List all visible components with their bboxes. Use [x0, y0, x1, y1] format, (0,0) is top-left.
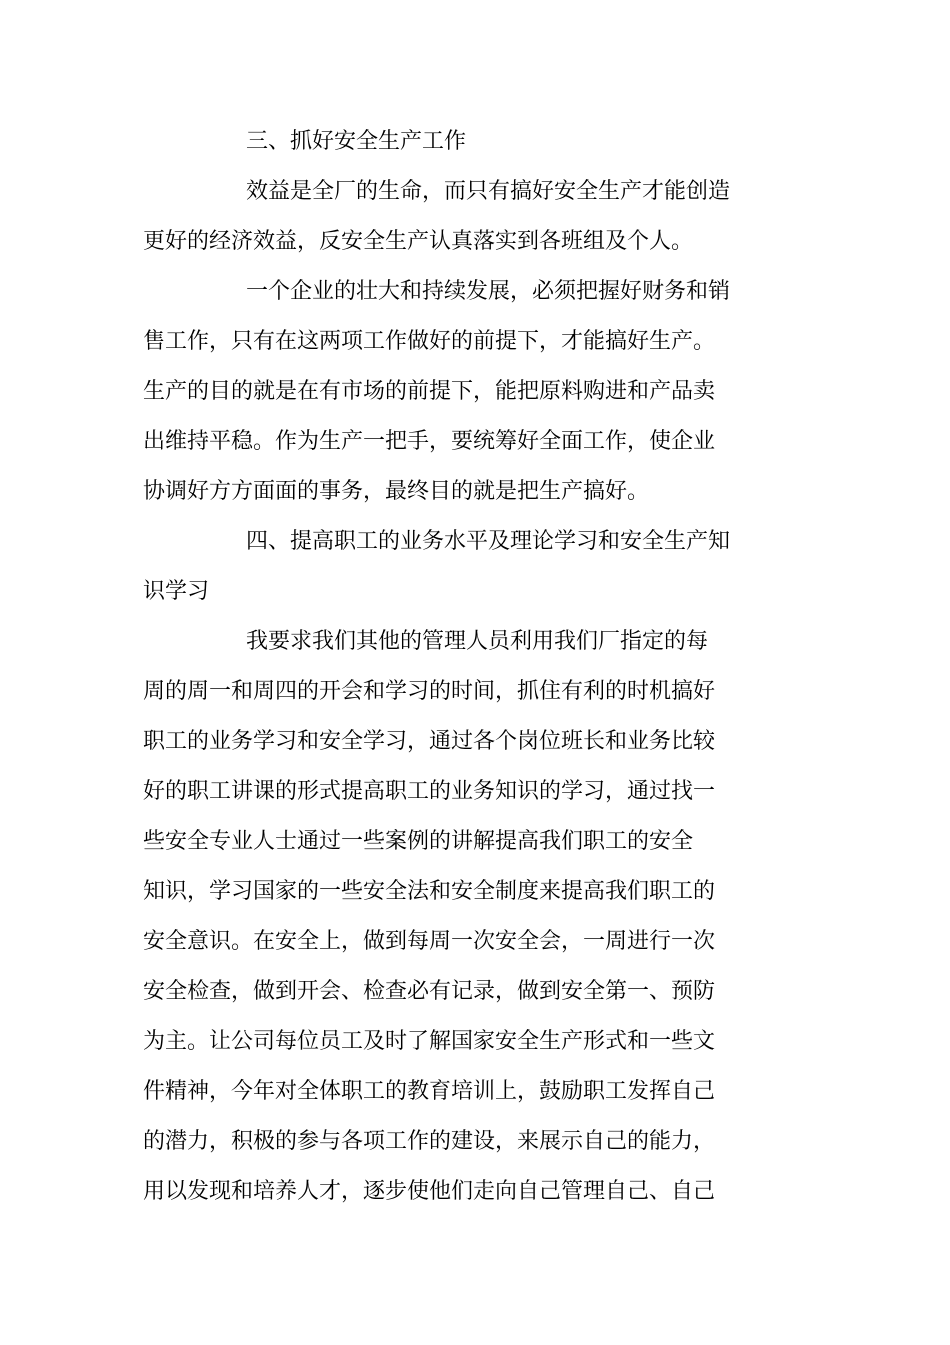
paragraph-line: 安全检查，做到开会、检查必有记录，做到安全第一、预防 [143, 979, 716, 1004]
paragraph-line: 一个企业的壮大和持续发展，必须把握好财务和销 [246, 279, 731, 304]
paragraph-line: 周的周一和周四的开会和学习的时间，抓住有利的时机搞好 [143, 679, 716, 704]
paragraph-line: 件精神，今年对全体职工的教育培训上，鼓励职工发挥自己 [143, 1079, 716, 1104]
paragraph-line: 安全意识。在安全上，做到每周一次安全会，一周进行一次 [143, 929, 716, 954]
paragraph-line: 为主。让公司每位员工及时了解国家安全生产形式和一些文 [143, 1029, 716, 1054]
section-heading-4-continued: 识学习 [143, 579, 210, 604]
paragraph-line: 更好的经济效益，反安全生产认真落实到各班组及个人。 [143, 229, 694, 254]
section-heading-3: 三、抓好安全生产工作 [246, 129, 467, 154]
section-heading-4: 四、提高职工的业务水平及理论学习和安全生产知 [246, 529, 731, 554]
paragraph-line: 售工作，只有在这两项工作做好的前提下，才能搞好生产。 [143, 329, 716, 354]
paragraph-line: 好的职工讲课的形式提高职工的业务知识的学习，通过找一 [143, 779, 716, 804]
paragraph-line: 的潜力，积极的参与各项工作的建设，来展示自己的能力， [143, 1129, 716, 1154]
paragraph-line: 我要求我们其他的管理人员利用我们厂指定的每 [246, 629, 709, 654]
paragraph-line: 用以发现和培养人才，逐步使他们走向自己管理自己、自己 [143, 1179, 716, 1204]
paragraph-line: 知识，学习国家的一些安全法和安全制度来提高我们职工的 [143, 879, 716, 904]
paragraph-line: 协调好方方面面的事务，最终目的就是把生产搞好。 [143, 479, 650, 504]
paragraph-line: 职工的业务学习和安全学习，通过各个岗位班长和业务比较 [143, 729, 716, 754]
paragraph-line: 生产的目的就是在有市场的前提下，能把原料购进和产品卖 [143, 379, 716, 404]
paragraph-line: 些安全专业人士通过一些案例的讲解提高我们职工的安全 [143, 829, 694, 854]
paragraph-line: 出维持平稳。作为生产一把手，要统筹好全面工作，使企业 [143, 429, 716, 454]
paragraph-line: 效益是全厂的生命，而只有搞好安全生产才能创造 [246, 179, 731, 204]
